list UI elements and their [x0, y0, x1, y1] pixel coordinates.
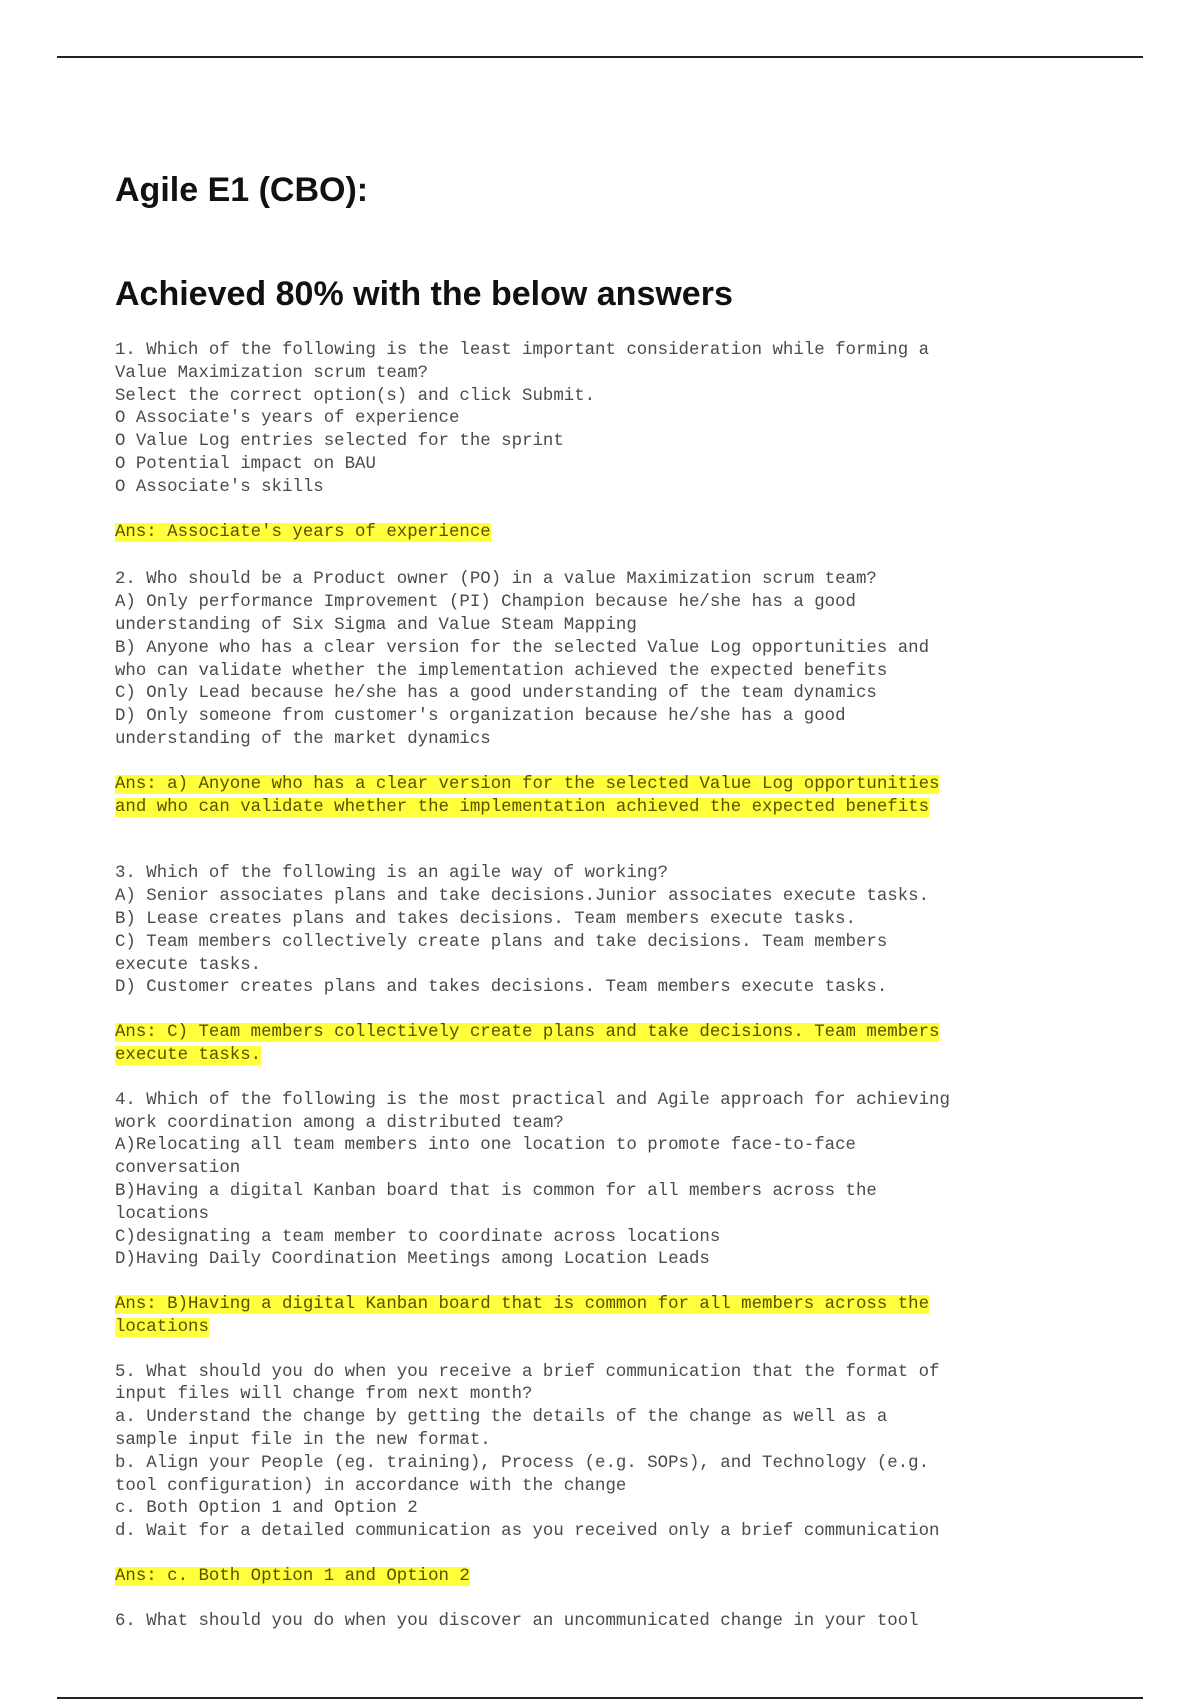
answer-2-line-2: and who can validate whether the implementation achieved the expected benefits — [115, 797, 930, 817]
bottom-rule — [57, 1697, 1143, 1699]
question-5: 5. What should you do when you receive a brief communication that the format of input files will change from next month? a. Understand the change by getting the details of the change as well as a sample input file in the new format. b. Align your People (eg. training), Process (e.g. SOPs), and Technology (e.g. tool configuration) in accordance with the change c. Both Option 1 and Option 2 d. Wait for a detailed communication as you received only a brief communication — [115, 1362, 940, 1542]
page-subtitle: Achieved 80% with the below answers — [115, 275, 733, 313]
question-2: 2. Who should be a Product owner (PO) in a value Maximization scrum team? A) Only performance Improvement (PI) Champion because he/she has a good understanding of Six Sigma and Value Steam Mapping B) Anyone who has a clear version for the selected Value Log opportunities and who can validate whether the implementation achieved the expected benefits C) Only Lead because he/she has a good understanding of the team dynamics D) Only someone from customer's organization because he/she has a good understanding of the market dynamics — [115, 570, 930, 749]
answer-4-line-2: locations — [115, 1317, 209, 1337]
answer-2 — [115, 774, 1115, 820]
document-body — [115, 170, 1115, 1634]
question-1: 1. Which of the following is the least important consideration while forming a Value Maximization scrum team? Select the correct option(s) and click Submit. O Associate's years of experience O Value Log entries selected for the sprint O Potential impact on BAU O Associate's skills — [115, 341, 930, 497]
top-rule — [57, 56, 1143, 58]
question-6: 6. What should you do when you discover an uncommunicated change in your tool — [115, 1611, 919, 1631]
answer-3-line-2: execute tasks. — [115, 1045, 262, 1065]
answer-2-line-1: Ans: a) Anyone who has a clear version for the selected Value Log opportunities — [115, 774, 940, 794]
question-4: 4. Which of the following is the most practical and Agile approach for achieving work coordination among a distributed team? A)Relocating all team members into one location to promote face-to-face conversation B)Having a digital Kanban board that is common for all members across the locations C)designating a team member to coordinate across locations D)Having Daily Coordination Meetings among Location Leads — [115, 1090, 950, 1270]
answer-1-line-1: Ans: Associate's years of experience — [115, 522, 491, 542]
answer-5-line-1: Ans: c. Both Option 1 and Option 2 — [115, 1567, 470, 1587]
answer-4 — [115, 1294, 1115, 1340]
answer-4-line-1: Ans: B)Having a digital Kanban board that is common for all members across the — [115, 1295, 930, 1315]
answer-3 — [115, 1022, 1115, 1068]
page-title: Agile E1 (CBO): — [115, 171, 369, 209]
answer-1 — [115, 522, 1115, 545]
answer-3-line-1: Ans: C) Team members collectively create plans and take decisions. Team members — [115, 1023, 940, 1043]
question-3: 3. Which of the following is an agile way of working? A) Senior associates plans and take decisions.Junior associates execute tasks. B) Lease creates plans and takes decisions. Team members execute tasks. C) Team members collectively create plans and take decisions. Team members execute tasks. D) Customer creates plans and takes decisions. Team members execute tasks. — [115, 864, 930, 998]
answer-5 — [115, 1566, 1115, 1589]
